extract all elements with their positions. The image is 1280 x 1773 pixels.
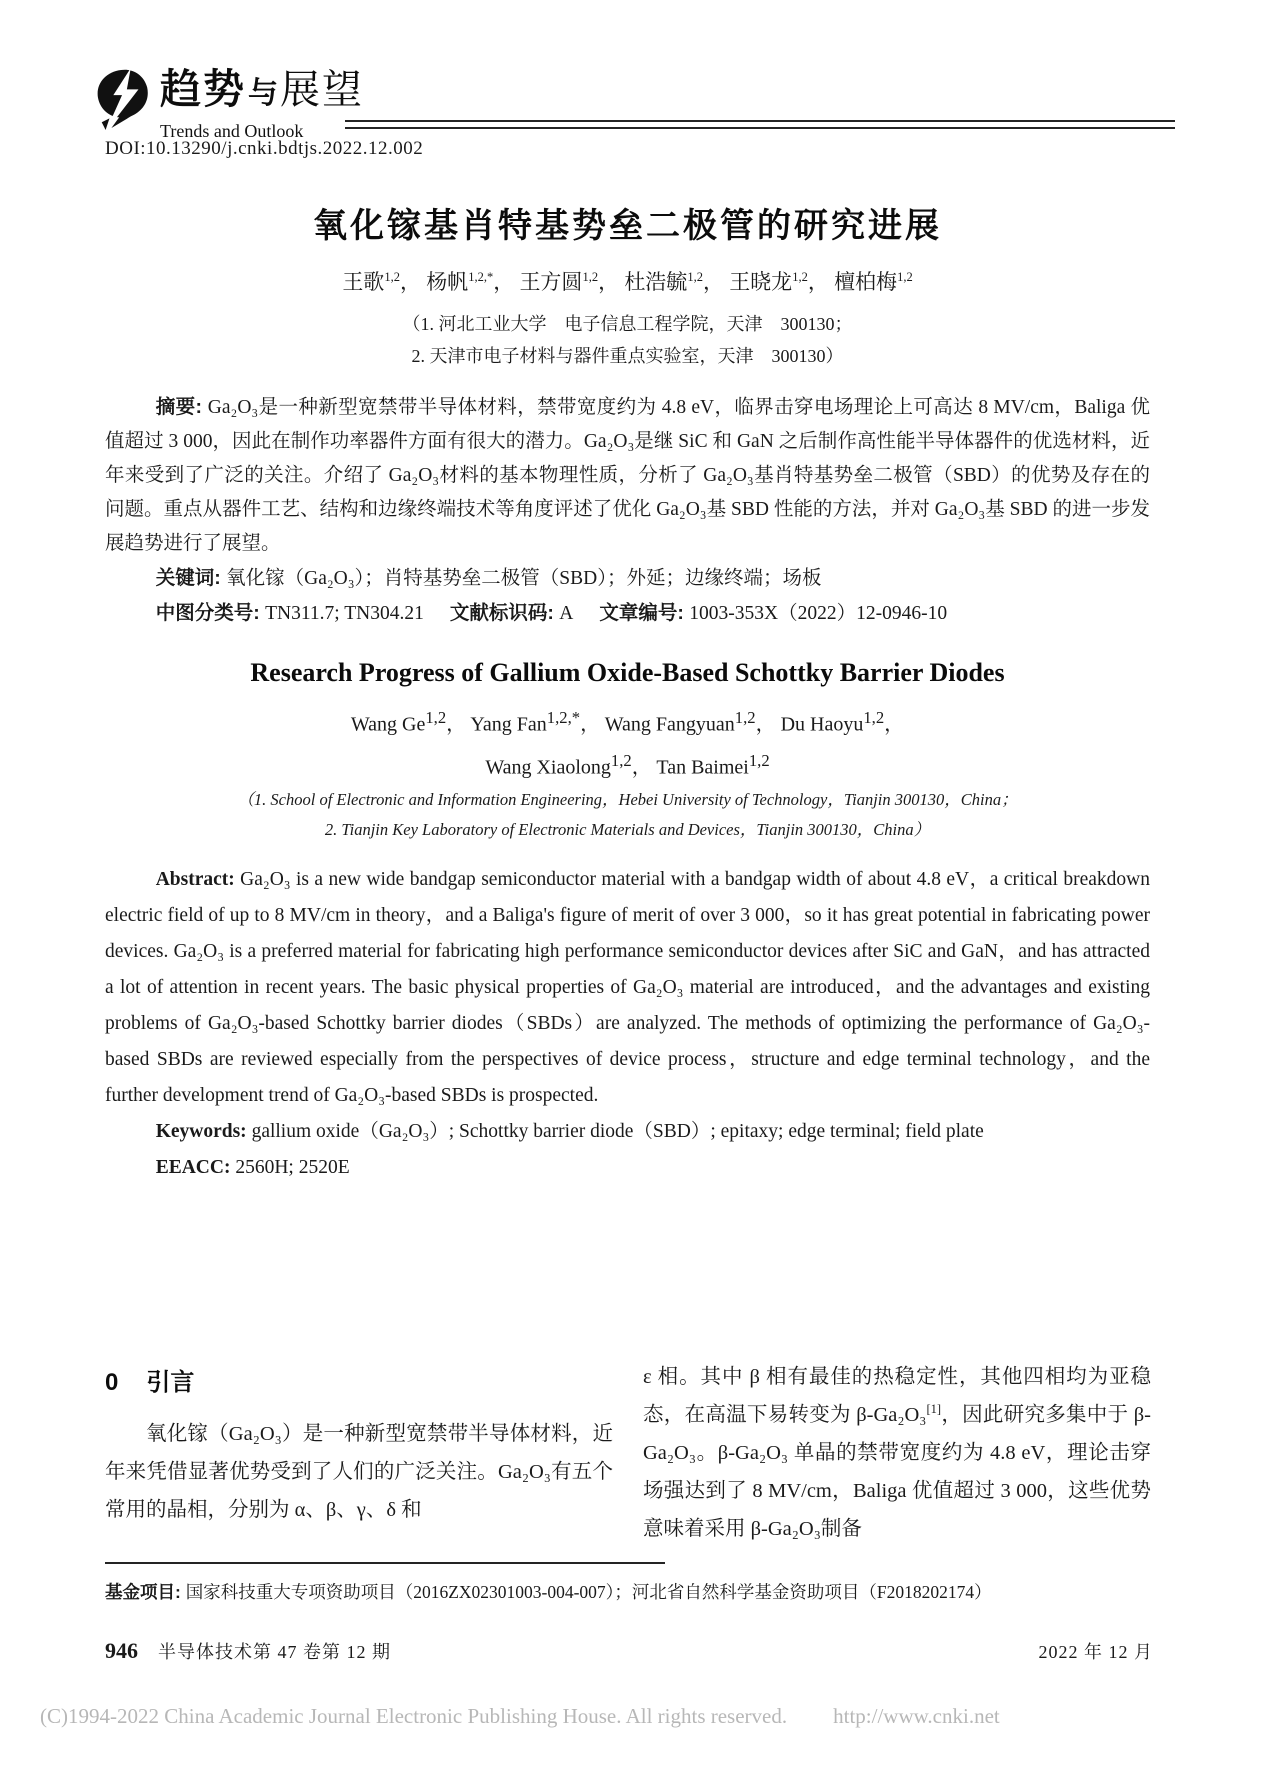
author-name: Wang Ge: [350, 713, 426, 736]
section-title: 引言: [146, 1369, 195, 1396]
author-separator: ，: [580, 713, 601, 736]
article-id-label: 文章编号:: [599, 602, 690, 624]
abstract-en: [105, 862, 1150, 1114]
abstract-text-cn: Ga₂O₃是一种新型宽禁带半导体材料，禁带宽度约为 4.8 eV，临界击穿电场理论上可高达 8 MV/cm，Baliga 优值超过 3 000，因此在制作功率器件方面有很大的潜力。Ga₂O₃是继 SiC 和 GaN 之后制作高性能半导体器件的优选材料，近年来受到了广泛的关注。介绍了 Ga₂O₃材料的基本物理性质，分析了 Ga₂O₃基肖特基势垒二极管（SBD）的优势及存在的问题。重点从器件工艺、结构和边缘终端技术等角度评述了优化 Ga₂O₃基 SBD 性能的方法，并对 Ga₂O₃基 SBD 的进一步发展趋势进行了展望。: [105, 397, 1150, 554]
logo-text-heavy: 趋势: [160, 66, 246, 112]
paragraph-text: ε 相。其中 β 相有最佳的热稳定性，其他四相均为亚稳态，在高温下易转变为 β-Ga₂O₃: [643, 1366, 1151, 1426]
affiliation-cn-1: （1. 河北工业大学 电子信息工程学院，天津 300130；: [402, 314, 853, 334]
body-paragraph-left: 氧化镓（Ga₂O₃）是一种新型宽禁带半导体材料，近年来凭借显著优势受到了人们的广泛关注。Ga₂O₃有五个常用的晶相，分别为 α、β、γ、δ 和: [105, 1423, 613, 1521]
doc-code-label: 文献标识码:: [449, 602, 560, 624]
copyright-bar: [40, 1704, 1100, 1729]
journal-section-title-en: Trends and Outlook: [160, 121, 304, 141]
page-footer: [105, 1638, 1153, 1664]
paragraph-text: ，因此研究多集中于 β-Ga₂O₃。β-Ga₂O₃ 单晶的禁带宽度约为 4.8 eV，理论击穿场强达到了 8 MV/cm，Baliga 优值超过 3 000，这些优势意味着采用 β-Ga₂O₃制备: [643, 1404, 1151, 1540]
authors-en-line1: [105, 700, 1150, 743]
eeacc-line: [105, 1150, 1150, 1186]
author-superscript: 1,2: [897, 270, 913, 284]
author-separator: ，: [493, 270, 515, 294]
author-name: Tan Baimei: [656, 756, 749, 779]
footnote-rule: [105, 1562, 665, 1564]
author-separator: ，: [807, 270, 829, 294]
author-superscript: 1,2: [863, 708, 885, 727]
funding-label: 基金项目:: [105, 1582, 186, 1602]
abstract-label-cn: 摘要:: [155, 396, 208, 418]
author-separator: ，: [884, 713, 905, 736]
author-superscript: 1,2,*: [546, 708, 581, 727]
copyright-text: (C)1994-2022 China Academic Journal Electronic Publishing House. All rights reserved.: [40, 1704, 788, 1728]
logo-text-mid: 与: [248, 77, 278, 110]
author-separator: ，: [631, 756, 652, 779]
author-name: 王歌: [342, 270, 385, 294]
reference-marker: [1]: [926, 1402, 942, 1417]
article-id-value: 1003-353X（2022）12-0946-10: [689, 603, 948, 624]
author-superscript: 1,2: [582, 270, 599, 284]
authors-en-line2: [105, 743, 1150, 786]
issue-date: 2022 年 12 月: [1038, 1642, 1153, 1662]
page-number: 946: [105, 1638, 138, 1663]
affiliation-en-1: （1. School of Electronic and Information Engineering，Hebei University of Technology，Tianjin 300130，China；: [237, 790, 1018, 810]
author-separator: ，: [399, 270, 421, 294]
journal-volume-info: 半导体技术第 47 卷第 12 期: [158, 1642, 391, 1662]
logo-text-light: 展望: [280, 68, 364, 112]
abstract-cn: [105, 390, 1150, 561]
author-name: Wang Fangyuan: [604, 713, 735, 736]
section-number: 0: [105, 1369, 119, 1396]
journal-logo-text: [160, 68, 364, 142]
author-separator: ，: [702, 270, 724, 294]
keywords-text-en: gallium oxide（Ga₂O₃）; Schottky barrier diode（SBD）; epitaxy; edge terminal; field plate: [251, 1121, 984, 1143]
header-double-rule: [345, 120, 1175, 129]
journal-section-title-cn: [160, 66, 364, 112]
section-heading: [105, 1362, 613, 1397]
doi-line: DOI:10.13290/j.cnki.bdtjs.2022.12.002: [105, 138, 424, 159]
article-title-cn: 氧化镓基肖特基势垒二极管的研究进展: [313, 207, 942, 245]
journal-section-logo: [94, 68, 364, 142]
author-name: 杨帆: [426, 270, 469, 294]
keywords-text-cn: 氧化镓（Ga₂O₃）；肖特基势垒二极管（SBD）；外延；边缘终端；场板: [226, 568, 822, 589]
body-column-right: [643, 1356, 1151, 1548]
journal-logo-icon: [94, 68, 152, 132]
doc-code-value: A: [559, 603, 574, 624]
author-name: 王晓龙: [729, 270, 793, 294]
keywords-label-cn: 关键词:: [155, 567, 227, 589]
author-superscript: 1,2: [792, 270, 808, 284]
affiliation-cn-2: 2. 天津市电子材料与器件重点实验室，天津 300130）: [411, 346, 844, 366]
author-superscript: 1,2: [610, 750, 632, 770]
author-separator: ，: [598, 270, 620, 294]
authors-cn: [105, 266, 1150, 296]
keywords-label-en: Keywords:: [155, 1121, 252, 1143]
keywords-cn: [105, 561, 1150, 596]
body-paragraph-right: [643, 1358, 1151, 1548]
body-columns: [105, 1356, 1150, 1548]
cnki-url: http://www.cnki.net: [833, 1704, 1000, 1728]
article-title-en: Research Progress of Gallium Oxide-Based Schottky Barrier Diodes: [250, 658, 1005, 687]
funding-text: 国家科技重大专项资助项目（2016ZX02301003-004-007）；河北省自然科学基金资助项目（F2018202174）: [185, 1582, 992, 1602]
eeacc-label: EEACC:: [155, 1157, 236, 1179]
clc-value: TN311.7; TN304.21: [265, 603, 424, 624]
abstract-block-cn: [105, 390, 1150, 631]
clc-label: 中图分类号:: [155, 602, 266, 624]
body-column-left: [105, 1356, 613, 1548]
affiliation-en-2: 2. Tianjin Key Laboratory of Electronic Materials and Devices，Tianjin 300130，China）: [324, 820, 931, 840]
abstract-text-en: Ga₂O₃ is a new wide bandgap semiconductor material with a bandgap width of about 4.8 eV，a critical breakdown electric field of up to 8 MV/cm in theory，and a Baliga's figure of merit of over 3 000，so it has great potential in fabricating power devices. Ga₂O₃ is a preferred material for fabricating high performance semiconductor devices after SiC and GaN，and has attracted a lot of attention in recent years. The basic physical properties of Ga₂O₃ material are introduced，and the advantages and existing problems of Ga₂O₃-based Schottky barrier diodes（SBDs）are analyzed. The methods of optimizing the performance of Ga₂O₃-based SBDs are reviewed especially from the perspectives of device process，structure and edge terminal technology，and the further development trend of Ga₂O₃-based SBDs is prospected.: [105, 869, 1150, 1107]
author-name: 杜浩毓: [624, 270, 688, 294]
author-name: Wang Xiaolong: [485, 756, 611, 779]
classification-line: [105, 596, 1150, 631]
funding-footnote: [105, 1578, 1165, 1606]
abstract-label-en: Abstract:: [155, 869, 241, 891]
author-name: 檀柏梅: [834, 270, 898, 294]
author-superscript: 1,2: [687, 270, 703, 284]
english-block: [105, 658, 1150, 1186]
author-separator: ，: [446, 713, 467, 736]
author-superscript: 1,2: [384, 270, 400, 284]
author-superscript: 1,2: [734, 708, 756, 727]
author-name: 王方圆: [519, 270, 583, 294]
author-name: Du Haoyu: [780, 713, 864, 736]
eeacc-value: 2560H; 2520E: [235, 1157, 350, 1179]
author-superscript: 1,2,*: [468, 270, 494, 284]
author-separator: ，: [755, 713, 776, 736]
keywords-en: [105, 1114, 1150, 1150]
author-superscript: 1,2: [748, 750, 770, 770]
author-name: Yang Fan: [470, 713, 547, 736]
author-superscript: 1,2: [425, 708, 447, 727]
